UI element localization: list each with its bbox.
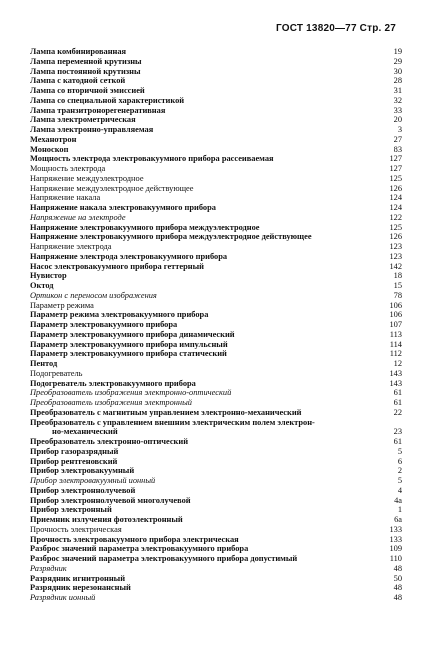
- entry-page-number: 20: [393, 115, 402, 125]
- entry-term: Механотрон: [30, 134, 77, 144]
- index-entry: [30, 164, 402, 174]
- entry-page-number: 48: [393, 583, 402, 593]
- entry-page-number: 127: [389, 154, 402, 164]
- index-entry: [30, 418, 402, 428]
- entry-term: Разрядник ионный: [30, 593, 96, 602]
- entry-page-number: 106: [389, 310, 402, 320]
- entry-term: Напряжение электрода электровакуумного прибора: [30, 251, 228, 261]
- entry-page-number: 125: [389, 222, 402, 232]
- index-entry: [30, 369, 402, 379]
- entry-term: Параметр электровакуумного прибора статический: [30, 349, 227, 359]
- index-entry: [30, 505, 402, 515]
- index-entry: [30, 437, 402, 447]
- entry-term: Моноскоп: [30, 144, 69, 154]
- index-entry: [30, 593, 402, 603]
- index-entry: [30, 262, 402, 272]
- index-entry: [30, 135, 402, 145]
- entry-page-number: 48: [393, 563, 402, 573]
- entry-term: Разрядник: [30, 563, 67, 573]
- entry-term: Прочность электрическая: [30, 524, 122, 534]
- entry-term: Приемник излучения фотоэлектронный: [30, 515, 183, 524]
- entry-page-number: 27: [393, 134, 402, 144]
- entry-term: Подогреватель: [30, 368, 83, 378]
- entry-page-number: 114: [389, 339, 402, 349]
- entry-page-number: 3: [397, 125, 402, 134]
- entry-term: Лампа со специальной характеристикой: [30, 95, 185, 105]
- entry-term: Параметр режима электровакуумного прибора: [30, 310, 209, 320]
- entry-term: Напряжение междуэлектродное: [30, 173, 144, 183]
- index-entry: [30, 486, 402, 496]
- index-entry: [30, 447, 402, 457]
- entry-term: Пентод: [30, 359, 58, 368]
- entry-page-number: 6: [397, 456, 402, 466]
- entry-page-number: 125: [389, 173, 402, 183]
- index-entry: [30, 457, 402, 467]
- index-entry: [30, 379, 402, 389]
- entry-term: Прочность электровакуумного прибора электрическая: [30, 534, 239, 544]
- index-entry: [30, 96, 402, 106]
- index-entry: [30, 184, 402, 194]
- entry-page-number: 6а: [394, 515, 402, 524]
- index-entry: [30, 145, 402, 155]
- entry-page-number: 61: [393, 437, 402, 446]
- entry-term: Мощность электрода: [30, 164, 106, 173]
- entry-term: Лампа комбинированная: [30, 47, 127, 56]
- index-entry: [30, 349, 402, 359]
- entry-page-number: 50: [393, 573, 402, 583]
- entry-page-number: 123: [389, 242, 402, 251]
- entry-term: Напряжение накала электровакуумного прибора: [30, 203, 216, 212]
- index-entry: [30, 203, 402, 213]
- entry-term: Прибор электроннолучевой: [30, 485, 136, 495]
- index-entry: [30, 340, 402, 350]
- entry-term: Лампа электрометрическая: [30, 115, 136, 125]
- index-entry: [30, 466, 402, 476]
- entry-term: Преобразователь с магнитным управлением электронно-механический: [30, 407, 302, 417]
- entry-term: Прибор электроннолучевой многолучевой: [30, 495, 191, 505]
- entry-page-number: 106: [389, 300, 402, 310]
- index-entry: [30, 427, 402, 437]
- entry-term: Напряжение накала: [30, 193, 101, 203]
- entry-page-number: 142: [389, 261, 402, 271]
- index-entry: [30, 281, 402, 291]
- entry-page-number: 109: [389, 544, 402, 554]
- index-entry: [30, 57, 402, 67]
- entry-term: Напряжение междуэлектродное действующее: [30, 183, 194, 193]
- entry-term: Октод: [30, 281, 54, 290]
- entry-term: Насос электровакуумного прибора геттерный: [30, 261, 204, 271]
- entry-term: Разрядник игнитронный: [30, 573, 126, 583]
- entry-page-number: 78: [393, 290, 402, 300]
- index-entry: [30, 232, 402, 242]
- index-entry: [30, 115, 402, 125]
- entry-term: Разброс значений параметра электровакуумного прибора: [30, 544, 249, 554]
- entry-term: Напряжение на электроде: [30, 212, 126, 222]
- index-entry: [30, 544, 402, 554]
- index-entry: [30, 106, 402, 116]
- entry-page-number: 112: [389, 349, 402, 359]
- entry-page-number: 5: [397, 446, 402, 456]
- entry-page-number: 133: [389, 524, 402, 534]
- entry-term: Преобразователь изображения электронно-оптический: [30, 388, 232, 398]
- index-entry: [30, 86, 402, 96]
- entry-page-number: 12: [393, 359, 402, 368]
- entry-term: Преобразователь изображения электронный: [30, 398, 192, 407]
- index-entry: [30, 310, 402, 320]
- entry-term: Параметр электровакуумного прибора: [30, 320, 178, 329]
- entry-page-number: 126: [389, 183, 402, 193]
- entry-page-number: 143: [389, 378, 402, 388]
- entry-page-number: 83: [393, 144, 402, 154]
- index-entry: [30, 252, 402, 262]
- entry-term: Ортикон с переносом изображения: [30, 290, 157, 300]
- entry-term: Лампа переменной крутизны: [30, 56, 142, 66]
- entry-page-number: 113: [389, 329, 402, 339]
- index-entry: [30, 398, 402, 408]
- entry-page-number: 110: [389, 554, 402, 563]
- entry-page-number: 143: [389, 368, 402, 378]
- entry-term: Лампа со вторичной эмиссией: [30, 86, 145, 95]
- entry-page-number: 124: [389, 203, 402, 212]
- index-entry: [30, 47, 402, 57]
- index-entry: [30, 223, 402, 233]
- entry-term: Преобразователь с управлением внешним электрическим полем электрон-: [30, 417, 315, 427]
- index-entry: [30, 388, 402, 398]
- entry-term: Нувистор: [30, 271, 67, 281]
- index-entry: [30, 154, 402, 164]
- entry-page-number: 4: [397, 485, 402, 495]
- entry-term: Лампа электронно-управляемая: [30, 125, 154, 134]
- entry-term: Лампа с катодной сеткой: [30, 76, 126, 86]
- entry-page-number: 30: [393, 66, 402, 76]
- entry-page-number: 32: [393, 95, 402, 105]
- entry-term: Мощность электрода электровакуумного прибора рассеиваемая: [30, 154, 274, 164]
- entry-page-number: 15: [393, 281, 402, 290]
- entry-page-number: 4а: [394, 495, 402, 505]
- entry-page-number: 133: [389, 534, 402, 544]
- index-entry: [30, 242, 402, 252]
- entry-page-number: 1: [397, 505, 402, 515]
- index-entry: [30, 67, 402, 77]
- entry-term: Подогреватель электровакуумного прибора: [30, 378, 196, 388]
- index-entry: [30, 525, 402, 535]
- entry-page-number: 23: [393, 427, 402, 437]
- entry-term: Прибор рентгеновский: [30, 456, 118, 466]
- entry-term: Параметр режима: [30, 300, 94, 310]
- index-entry: [30, 496, 402, 506]
- entry-term: Прибор электровакуумный ионный: [30, 476, 156, 485]
- entry-page-number: 124: [389, 193, 402, 203]
- index-entry: [30, 271, 402, 281]
- index-entry: [30, 359, 402, 369]
- entry-term: Напряжение электровакуумного прибора междуэлектродное действующее: [30, 232, 312, 242]
- index-entry: [30, 174, 402, 184]
- entry-term: Напряжение электровакуумного прибора междуэлектродное: [30, 222, 260, 232]
- entry-page-number: 5: [397, 476, 402, 485]
- entry-page-number: 18: [393, 271, 402, 281]
- entry-page-number: 22: [393, 407, 402, 417]
- index-entry: [30, 535, 402, 545]
- entry-page-number: 107: [389, 320, 402, 329]
- entry-term: Прибор электронный: [30, 505, 112, 515]
- term-index: [30, 47, 402, 603]
- index-entry: [30, 301, 402, 311]
- entry-page-number: 122: [389, 212, 402, 222]
- entry-page-number: 126: [389, 232, 402, 242]
- index-entry: [30, 320, 402, 330]
- index-entry: [30, 515, 402, 525]
- entry-term: Лампа постоянной крутизны: [30, 66, 141, 76]
- index-entry: [30, 408, 402, 418]
- entry-page-number: 28: [393, 76, 402, 86]
- page-header: ГОСТ 13820—77 Стр. 27: [276, 23, 396, 34]
- entry-page-number: 61: [393, 388, 402, 398]
- entry-term: Преобразователь электронно-оптический: [30, 437, 189, 446]
- entry-page-number: 19: [393, 47, 402, 56]
- entry-page-number: 61: [393, 398, 402, 407]
- entry-term: Напряжение электрода: [30, 242, 112, 251]
- index-entry: [30, 330, 402, 340]
- index-entry: [30, 76, 402, 86]
- entry-page-number: 123: [389, 251, 402, 261]
- index-entry: [30, 564, 402, 574]
- index-entry: [30, 583, 402, 593]
- entry-term: но-механический: [52, 427, 118, 437]
- index-entry: [30, 213, 402, 223]
- index-entry: [30, 574, 402, 584]
- entry-term: Прибор электровакуумный: [30, 466, 135, 476]
- entry-term: Параметр электровакуумного прибора динамический: [30, 329, 235, 339]
- index-entry: [30, 291, 402, 301]
- entry-page-number: 31: [393, 86, 402, 95]
- index-entry: [30, 193, 402, 203]
- entry-page-number: 48: [393, 593, 402, 602]
- index-entry: [30, 476, 402, 486]
- entry-page-number: 29: [393, 56, 402, 66]
- entry-term: Прибор газоразрядный: [30, 446, 119, 456]
- index-entry: [30, 554, 402, 564]
- entry-term: Параметр электровакуумного прибора импульсный: [30, 339, 228, 349]
- entry-page-number: 2: [397, 466, 402, 476]
- entry-page-number: 127: [389, 164, 402, 173]
- index-entry: [30, 125, 402, 135]
- entry-page-number: 33: [393, 105, 402, 115]
- entry-term: Лампа транзитронорегенеративная: [30, 105, 166, 115]
- entry-term: Разрядник нерезонансный: [30, 583, 131, 593]
- entry-term: Разброс значений параметра электровакуумного прибора допустимый: [30, 554, 298, 563]
